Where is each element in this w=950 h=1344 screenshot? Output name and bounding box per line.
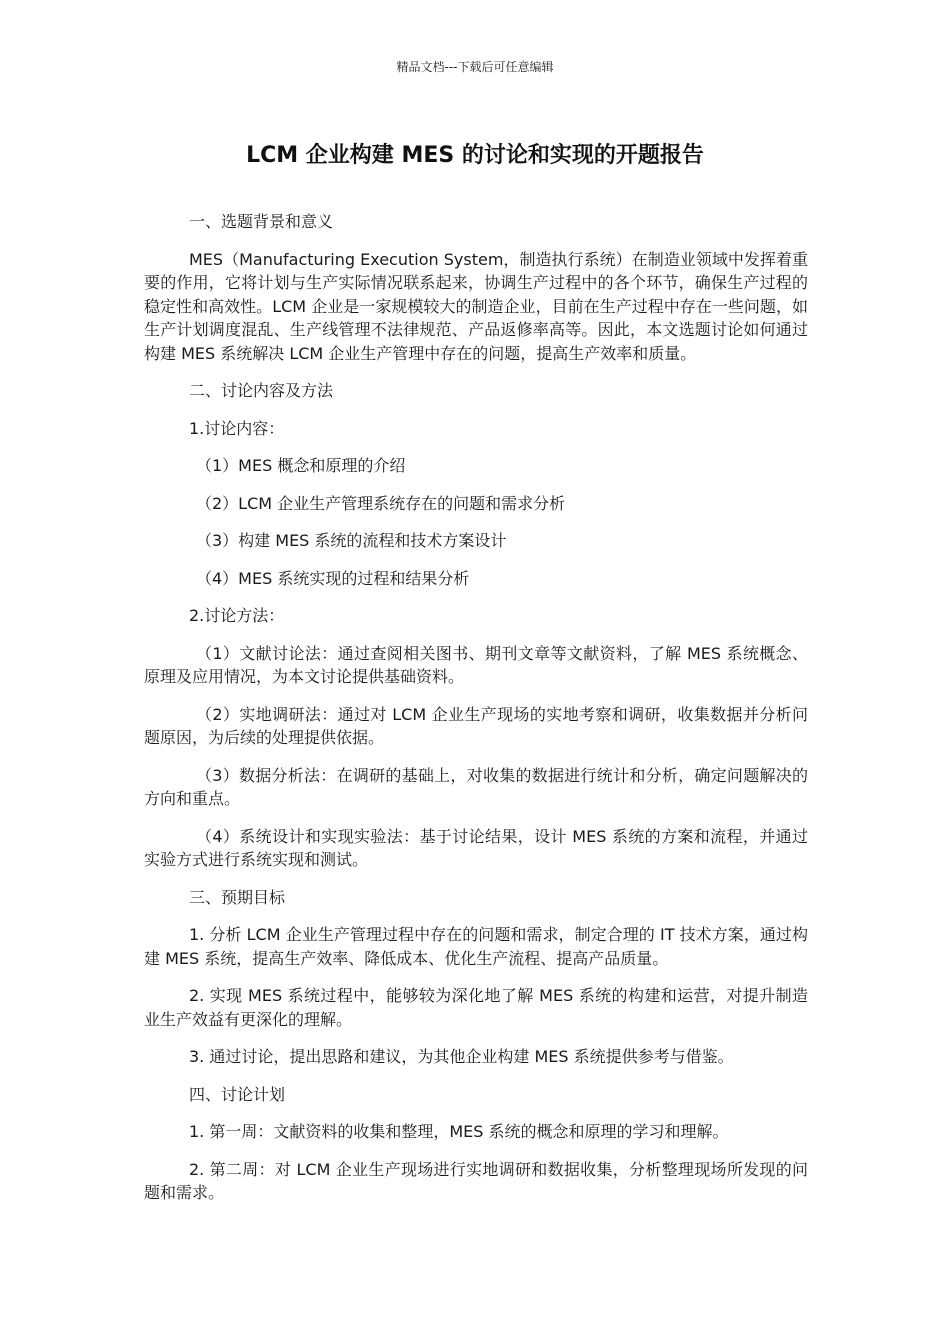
document-title: LCM 企业构建 MES 的讨论和实现的开题报告 [246,143,704,168]
subheading: 1.讨论内容： [189,418,285,438]
list-item: （4）系统设计和实现实验法：基于讨论结果，设计 MES 系统的方案和流程，并通过实验方式进行系统实现和测试。 [144,826,808,869]
section-heading: 四、讨论计划 [189,1084,286,1104]
list-item: （1）MES 概念和原理的介绍 [196,456,406,475]
section-heading: 二、讨论内容及方法 [189,381,334,400]
section-heading: 一、选题背景和意义 [189,212,334,231]
list-item: （3）数据分析法：在调研的基础上，对收集的数据进行统计和分析，确定问题解决的方向和重点。 [144,765,808,808]
subheading: 2.讨论方法： [189,606,285,625]
list-item: （2）LCM 企业生产管理系统存在的问题和需求分析 [196,493,566,513]
body-paragraph: 2. 实现 MES 系统过程中，能够较为深化地了解 MES 系统的构建和运营，对提升制造业生产效益有更深化的理解。 [144,986,808,1029]
body-paragraph: 3. 通过讨论，提出思路和建议，为其他企业构建 MES 系统提供参考与借鉴。 [189,1047,734,1066]
list-item: （2）实地调研法：通过对 LCM 企业生产现场的实地考察和调研，收集数据并分析问题原因，为后续的处理提供依据。 [144,704,808,747]
list-item: （1）文献讨论法：通过查阅相关图书、期刊文章等文献资料，了解 MES 系统概念、原理及应用情况，为本文讨论提供基础资料。 [144,643,808,686]
body-paragraph: 1. 分析 LCM 企业生产管理过程中存在的问题和需求，制定合理的 IT 技术方案，通过构建 MES 系统，提高生产效率、降低成本、优化生产流程、提高产品质量。 [144,925,808,968]
body-paragraph: 2. 第二周：对 LCM 企业生产现场进行实地调研和数据收集，分析整理现场所发现的问题和需求。 [144,1159,808,1202]
section-heading: 三、预期目标 [189,887,286,907]
body-paragraph: MES（Manufacturing Execution System，制造执行系统）在制造业领域中发挥着重要的作用，它将计划与生产实际情况联系起来，协调生产过程中的各个环节，确保生产过程的稳定性和高效性。LCM 企业是一家规模较大的制造企业，目前在生产过程中存在一些问题，如生产计划调度混乱、生产线管理不法律规范、产品返修率高等。因此，本文选题讨论如何通过构建 MES 系统解决 LCM 企业生产管理中存在的问题，提高生产效率和质量。 [144,249,808,363]
header-note: 精品文档---下载后可任意编辑 [396,60,554,74]
document-body [144,210,808,1219]
body-paragraph: 1. 第一周：文献资料的收集和整理，MES 系统的概念和原理的学习和理解。 [189,1122,729,1141]
list-item: （3）构建 MES 系统的流程和技术方案设计 [196,531,507,550]
list-item: （4）MES 系统实现的过程和结果分析 [196,568,470,588]
